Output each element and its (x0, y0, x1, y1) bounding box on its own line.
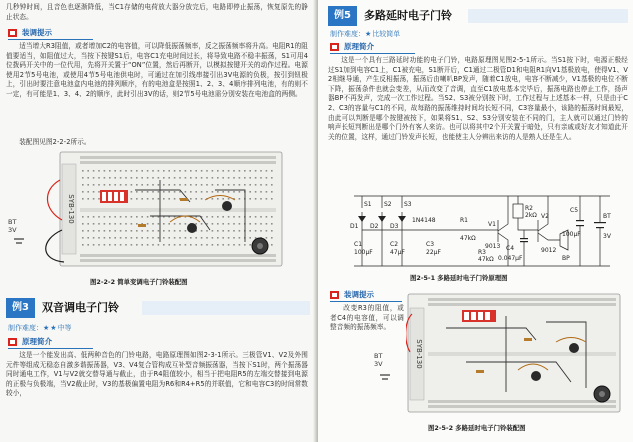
schem-c4-label: C4 (506, 245, 515, 252)
schem-bt-value: 3V (603, 233, 611, 240)
schem-c1-label: C1 (354, 241, 363, 248)
right-example-banner (328, 6, 628, 26)
left-difficulty (8, 323, 72, 333)
schem-c4-value: 0.047μF (498, 255, 523, 262)
schem-c1-value: 100μF (354, 249, 373, 256)
schem-bt-label: BT (603, 213, 611, 220)
left-board-label: SYB-130 (67, 194, 75, 224)
left-battery-label (8, 218, 30, 234)
left-hint-tag (8, 27, 52, 39)
left-bt-voltage: 3V (8, 226, 17, 234)
right-intro-rule (330, 53, 415, 54)
left-intro-paragraph: 这是一个能发出高、低两种音色的门铃电路，电路原理图如图2-3-1所示。三极管V1、V2及外围元件等组成无稳态自激多谐振荡器，V3、V4复合管构成互补型音频振荡器，当按下S1时，两个振荡器同时通电工作，V1与V2就交替导通与截止，由于R4阻值较小，相当于把电阻R5的左端交替接到电源的正极与负极端，当V2截止时，V3的基极偏置电阻为R6和R4+R5的并联值，它和电容C3的时间常数较小， (6, 351, 308, 398)
left-figure-caption: 图2-2-2 简单变调电子门铃装配图 (90, 278, 188, 286)
right-battery-label (374, 352, 398, 368)
right-hint-rule (330, 301, 402, 302)
right-hint-paragraph: 改变R3的阻值，或者C4的电容值，可以调整音频的振荡频率。 (330, 304, 404, 332)
schem-r2-value: 2kΩ (525, 212, 537, 219)
left-battery-icon (14, 236, 24, 248)
left-hint-paragraph: 适当增大R3阻值，或者增加C2的电容值，可以降低振荡频率，反之振荡频率将升高。电阻R1的阻值要适当，如阻值过大，当按下按键S1后，电容C1充电时间过长，将导致电路不稳丰振荡，S1可用4位拨码开关中的一位代用，先将开关置于“ON”位置，然后再断开，以模拟按键开关的动作过程。电源使用2节5号电池，或使用4节5号电池供电时，可通过在加引线串接引出3V电源的负极，按引到钮极上，引出时要注意电池盒内电池的排列顺序，有的电池盒是按照1、2、3、4顺序排列电池，有的则不一定，有可能是1、3、4、2的顺序，此时引出3V的话，则2节5号电池需分别安装在电池盒的两侧。 (6, 42, 308, 98)
left-difficulty-level: 中等 (57, 324, 72, 332)
schem-d2-label: D2 (370, 223, 379, 230)
right-breadboard-figure (406, 292, 624, 416)
schem-s1-label: S1 (364, 201, 372, 208)
schem-s3-label: S3 (404, 201, 412, 208)
schem-c3-label: C3 (426, 241, 435, 248)
schem-r1-label: R1 (460, 217, 468, 224)
right-page (318, 0, 633, 442)
left-hint-rule (8, 39, 93, 40)
schem-v1-part: 9013 (485, 243, 501, 250)
schem-r2-label: R2 (525, 205, 533, 212)
schem-r3-value: 47kΩ (478, 256, 494, 263)
right-intro-tag (330, 41, 374, 53)
right-schematic (348, 190, 618, 272)
left-intro-label: 原理简介 (22, 337, 52, 346)
schem-c3-value: 22μF (426, 249, 441, 256)
right-example-title: 多路延时电子门铃 (364, 9, 452, 22)
schem-d3-label: D3 (390, 223, 399, 230)
right-difficulty-stars: ★ (365, 30, 373, 38)
right-bt-name: BT (374, 352, 383, 360)
right-intro-label: 原理简介 (344, 42, 374, 51)
schem-c2-value: 47μF (390, 249, 405, 256)
left-banner-stripe (142, 301, 310, 315)
right-bt-voltage: 3V (374, 360, 383, 368)
left-hint-label: 装调提示 (22, 28, 52, 37)
left-example-title: 双音调电子门铃 (42, 301, 119, 314)
right-intro-paragraph: 这是一个具有三路延时功能的电子门铃，电路原理图见图2-5-1所示。当S1按下时，电源正极经过S1加到电容C1上，C1被充电，S1断开后，C1通过二极管D1和电阻R1向V1基极放电，使得V1、V2相继导通，产生反相振荡，振荡后由喇叭BP发声，随着C1放电，电容不断减少，V1基极的电位不断下降，振荡条件也就会变差，从而改变了音调，直至C1放电基本完毕后，振荡电路也停止工作，扬声器BP不再发声，完成一次工作过程。当S2、S3被分别按下时，工作过程与上述基本一样，只是由于C2、C3的容量与C1的不同，故每路的振荡维持时间均长短不同，C3容量最小，该路的振荡时间最短，由此可以判断是哪个按键被按下，如果将S1、S2、S3分别安装在不同的门，主人就可以通过门铃的响声长短判断出是哪个门外有客人来访。也可以将其中2个开关置于暗处，只有亲戚或好友才知道此开关的位置，这样，通过门铃发声长短，也能使主人分辨出来访的人是熟人还是生人。 (328, 56, 628, 141)
right-hint-tag (330, 289, 374, 301)
left-difficulty-stars: ★★ (43, 324, 58, 332)
schem-c5-value: 100μF (562, 231, 581, 238)
left-example-banner (6, 298, 310, 318)
right-figure1-caption: 图2-5-1 多路延时电子门铃原理图 (410, 274, 508, 282)
schem-v2-part: 9012 (541, 247, 557, 254)
right-example-number: 例5 (328, 6, 357, 26)
left-hint-tail: 装配图见图2-2-2所示。 (19, 138, 91, 146)
left-intro-tag (8, 336, 52, 348)
left-intro-rule (8, 348, 93, 349)
schem-diode-part: 1N4148 (412, 217, 436, 224)
right-hint-label: 装调提示 (344, 290, 374, 299)
intro-icon (8, 338, 17, 346)
schem-v1-label: V1 (488, 221, 496, 228)
right-battery-icon (380, 372, 390, 384)
left-example-number: 例3 (6, 298, 35, 318)
left-breadboard-figure (40, 150, 290, 270)
right-banner-stripe (468, 9, 628, 23)
right-difficulty (330, 29, 400, 39)
schem-v2-label: V2 (541, 213, 549, 220)
hint-icon (8, 29, 17, 37)
left-bt-name: BT (8, 218, 17, 226)
schem-c5-label: C5 (570, 207, 579, 214)
left-top-paragraph: 几秒钟时间，且音色也逐渐降低，当C1存储的电荷放大器分放完后，电路即停止振荡，恢复原先的静止状态。 (6, 3, 308, 21)
right-figure2-caption: 图2-5-2 多路延时电子门铃装配图 (428, 424, 526, 432)
schem-s2-label: S2 (384, 201, 392, 208)
schem-r3-label: R3 (478, 249, 486, 256)
schem-bp-label: BP (562, 255, 570, 262)
left-difficulty-label: 制作难度： (8, 324, 43, 332)
intro-icon (330, 43, 339, 51)
right-difficulty-label: 制作难度： (330, 30, 365, 38)
schem-r1-value: 47kΩ (460, 235, 476, 242)
schem-d1-label: D1 (350, 223, 359, 230)
hint-icon (330, 291, 339, 299)
left-page (0, 0, 316, 442)
schem-c2-label: C2 (390, 241, 399, 248)
right-difficulty-level: 比较简单 (372, 30, 401, 38)
right-board-label: SYB-130 (415, 339, 423, 369)
